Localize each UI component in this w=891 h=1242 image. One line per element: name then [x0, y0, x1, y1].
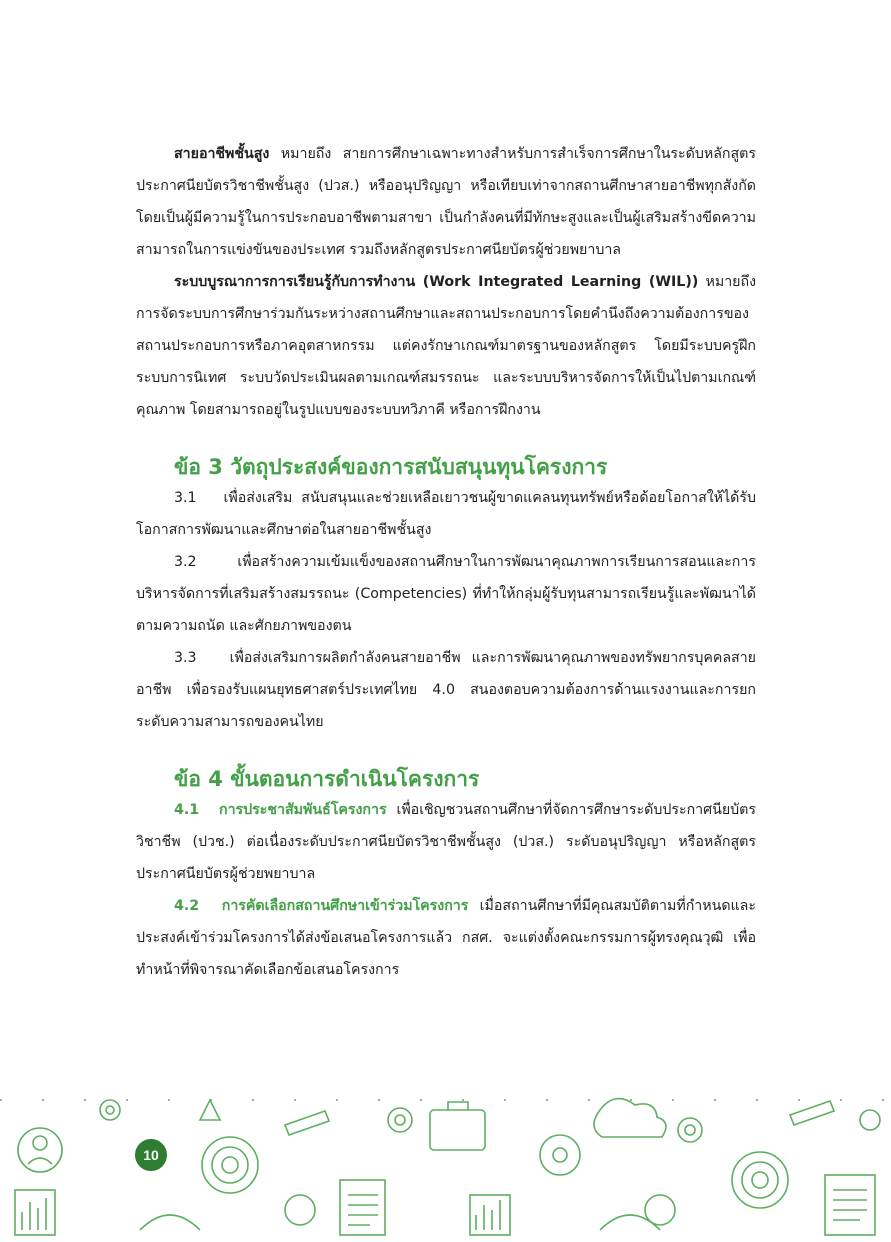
list-item: [136, 642, 756, 738]
item-text: เพื่อสร้างความเข้มแข็งของสถานศึกษาในการพัฒนาคุณภาพการเรียนการสอนและการบริหารจัดการที่เสริมสร้างสมรรถนะ (Competencies) ที่ทำให้กลุ่มผู้รับทุนสามารถเรียนรู้และพัฒนาได้ตามความถนัด และศักยภาพของตน: [136, 554, 756, 634]
list-item: [136, 890, 756, 986]
cloud-icon: [594, 1099, 666, 1137]
definition-text: หมายถึงการจัดระบบการศึกษาร่วมกันระหว่างสถานศึกษาและสถานประกอบการโดยคำนึงถึงความต้องการของสถานประกอบการหรือภาคอุตสาหกรรม แต่คงรักษาเกณฑ์มาตรฐานของหลักสูตร โดยมีระบบครูฝึก ระบบการนิเทศ ระบบวัดประเมินผลตามเกณฑ์สมรรถนะ และระบบบริหารจัดการให้เป็นไปตามเกณฑ์คุณภาพ โดยสามารถอยู่ในรูปแบบของระบบทวิภาคี หรือการฝึกงาน: [136, 274, 757, 418]
lightbulb-icon: [200, 1100, 220, 1120]
document-icon: [825, 1175, 875, 1235]
list-item: [136, 482, 756, 546]
eye-icon: [540, 1135, 580, 1175]
list-item: [136, 546, 756, 642]
item-text: เพื่อเชิญชวนสถานศึกษาที่จัดการศึกษาระดับประกาศนียบัตรวิชาชีพ (ปวช.) ต่อเนื่องระดับประกาศนียบัตรวิชาชีพชั้นสูง (ปวส.) ระดับอนุปริญญา หรือหลักสูตรประกาศนียบัตรผู้ช่วยพยาบาล: [136, 802, 756, 882]
item-number: 3.3: [174, 650, 197, 666]
item-number: 4.2: [174, 898, 200, 914]
paragraph-definition-career: [136, 138, 756, 266]
item-number: 3.2: [174, 554, 197, 570]
page-number-badge: 10: [133, 1137, 169, 1173]
term-wil: ระบบบูรณาการการเรียนรู้กับการทำงาน (Work Integrated Learning (WIL)): [174, 274, 699, 290]
telescope-icon: [285, 1111, 329, 1135]
person-icon: [645, 1195, 675, 1225]
item-number: 4.1: [174, 802, 200, 818]
document-body: [136, 138, 756, 986]
gear-icon: [860, 1110, 880, 1130]
gear-icon: [678, 1118, 702, 1142]
item-text: เพื่อส่งเสริมการผลิตกำลังคนสายอาชีพ และการพัฒนาคุณภาพของทรัพยากรบุคคลสายอาชีพ เพื่อรองรับแผนยุทธศาสตร์ประเทศไทย 4.0 สนองตอบความต้องการด้านแรงงานและการยกระดับความสามารถของคนไทย: [136, 650, 756, 730]
item-number: 3.1: [174, 490, 197, 506]
gear-icon: [100, 1100, 120, 1120]
paragraph-definition-wil: [136, 266, 756, 426]
section-heading-procedures: ข้อ 4 ขั้นตอนการดำเนินโครงการ: [174, 767, 480, 791]
person-icon: [285, 1195, 315, 1225]
telescope-icon: [790, 1101, 834, 1125]
item-text: เมื่อสถานศึกษาที่มีคุณสมบัติตามที่กำหนดและประสงค์เข้าร่วมโครงการได้ส่งข้อเสนอโครงการแล้ว กสศ. จะแต่งตั้งคณะกรรมการผู้ทรงคุณวุฒิ เพื่อทำหน้าที่พิจารณาคัดเลือกข้อเสนอโครงการ: [136, 898, 756, 978]
chart-icon: [15, 1190, 55, 1235]
definition-text: หมายถึง สายการศึกษาเฉพาะทางสำหรับการสำเร็จการศึกษาในระดับหลักสูตรประกาศนียบัตรวิชาชีพชั้นสูง (ปวส.) หรืออนุปริญญา หรือเทียบเท่าจากสถานศึกษาสายอาชีพทุกสังกัด โดยเป็นผู้มีความรู้ในการประกอบอาชีพตามสาขา เป็นกำลังคนที่มีทักษะสูงและเป็นผู้เสริมสร้างขีดความสามารถในการแข่งขันของประเทศ รวมถึงหลักสูตรประกาศนียบัตรผู้ช่วยพยาบาล: [136, 146, 756, 258]
target-icon: [732, 1152, 788, 1208]
item-title: การประชาสัมพันธ์โครงการ: [218, 802, 387, 818]
item-title: การคัดเลือกสถานศึกษาเข้าร่วมโครงการ: [221, 898, 469, 914]
section-heading-objectives: ข้อ 3 วัตถุประสงค์ของการสนับสนุนทุนโครงการ: [174, 455, 608, 479]
item-text: เพื่อส่งเสริม สนับสนุนและช่วยเหลือเยาวชนผู้ขาดแคลนทุนทรัพย์หรือด้อยโอกาสให้ได้รับโอกาสการพัฒนาและศึกษาต่อในสายอาชีพชั้นสูง: [136, 490, 756, 538]
target-icon: [202, 1137, 258, 1193]
document-icon: [340, 1180, 385, 1235]
gear-icon: [388, 1108, 412, 1132]
briefcase-icon: [430, 1110, 485, 1150]
term-career-high: สายอาชีพชั้นสูง: [174, 146, 270, 162]
list-item: [136, 794, 756, 890]
